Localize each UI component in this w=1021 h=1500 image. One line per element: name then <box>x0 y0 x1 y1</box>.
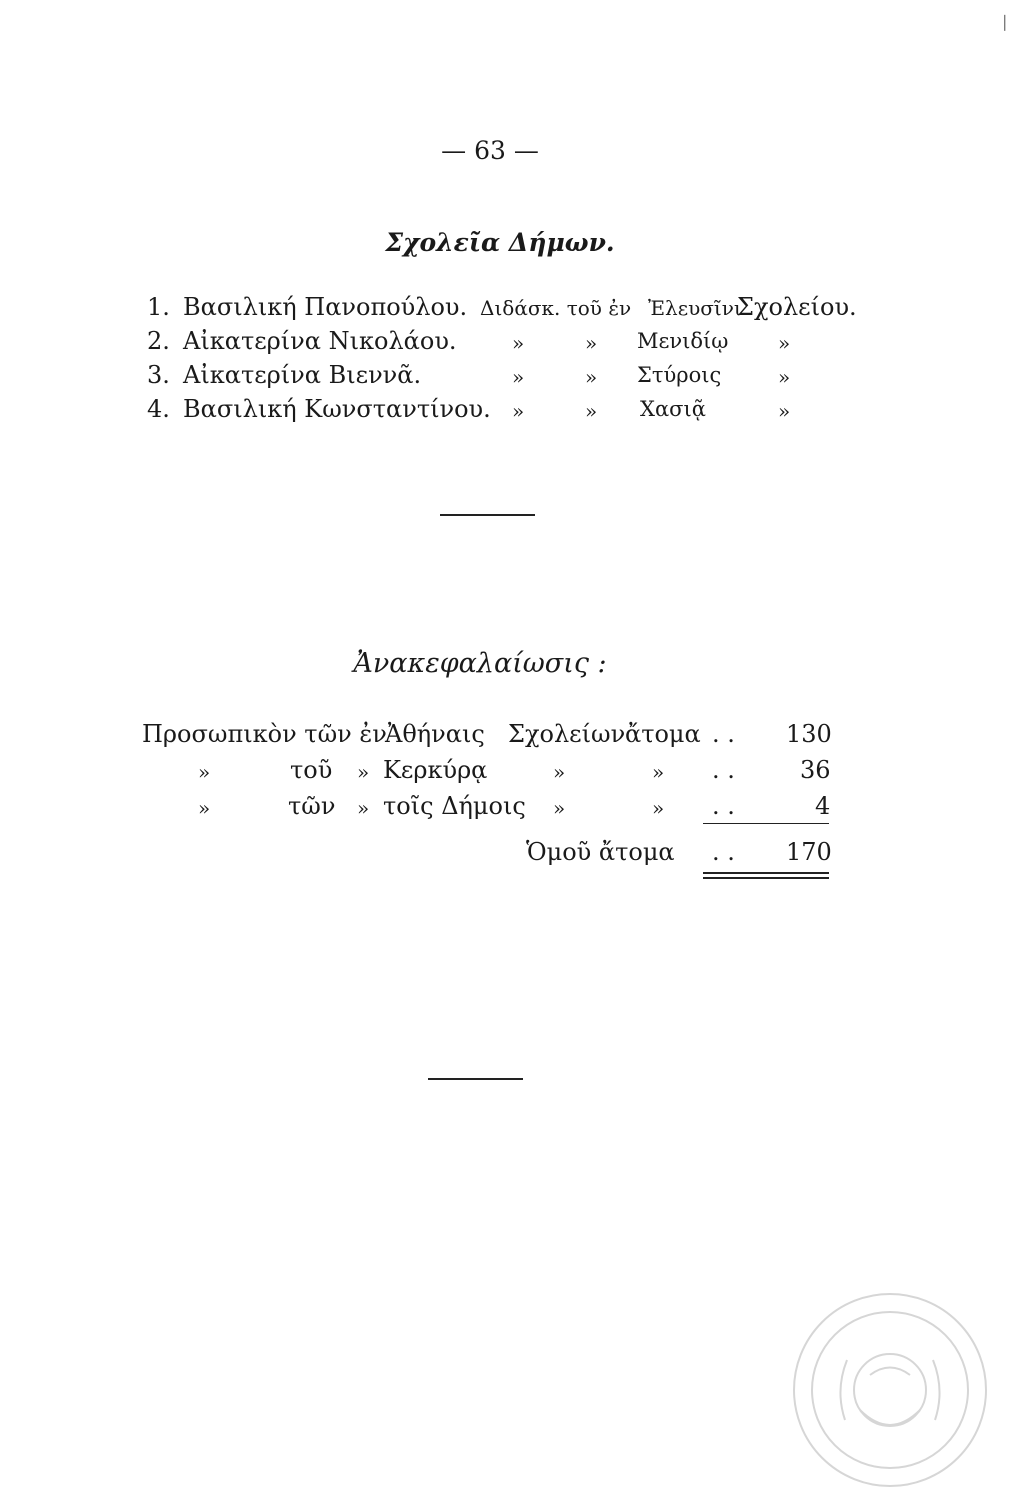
school-row-4-ditto-2: » <box>585 399 598 423</box>
total-value: 170 <box>786 838 832 866</box>
school-row-4-number: 4. <box>147 395 170 423</box>
summary-row-1-unit: ἄτομα <box>625 720 701 748</box>
school-row-4-place: Χασιᾷ <box>640 397 706 421</box>
page-number: — 63 — <box>441 136 539 165</box>
summary-row-1-place: Ἀθήναις <box>385 720 485 748</box>
summary-row-3-ditto-3: » <box>553 796 566 820</box>
school-row-3-ditto-2: » <box>585 365 598 389</box>
section-title: Σχολεῖα Δήμων. <box>385 228 615 257</box>
summary-row-1-dots: . . <box>712 720 735 748</box>
summary-row-2-value: 36 <box>800 756 831 784</box>
summary-row-1-label: Προσωπικὸν τῶν ἐν <box>142 720 387 748</box>
scan-mark: ❘ <box>998 12 1012 31</box>
summary-row-2-ditto-2: » <box>357 760 370 784</box>
total-double-rule-top <box>703 872 829 874</box>
school-row-1-name: Βασιλική Πανοπούλου. <box>183 293 468 321</box>
school-row-2-ditto-2: » <box>585 331 598 355</box>
summary-row-3-place: τοῖς Δήμοις <box>383 792 526 820</box>
summary-row-3-ditto-4: » <box>652 796 665 820</box>
school-row-1-role: Διδάσκ. τοῦ ἐν <box>480 296 632 320</box>
total-double-rule-bottom <box>703 877 829 879</box>
school-row-4-name: Βασιλική Κωνσταντίνου. <box>183 395 491 423</box>
summary-row-2-dots: . . <box>712 756 735 784</box>
school-row-2-ditto-1: » <box>512 331 525 355</box>
summary-row-2-ditto-4: » <box>652 760 665 784</box>
bottom-divider <box>428 1078 523 1080</box>
summary-row-3-ditto-1: » <box>198 796 211 820</box>
summary-row-2-ditto-1: » <box>198 760 211 784</box>
summary-row-2-ditto-3: » <box>553 760 566 784</box>
summary-row-3-dots: . . <box>712 792 735 820</box>
school-row-2-number: 2. <box>147 327 170 355</box>
university-seal-icon <box>775 1290 1005 1490</box>
total-dots: . . <box>712 838 735 866</box>
school-row-2-end: » <box>778 331 791 355</box>
summary-title: Ἀνακεφαλαίωσις : <box>353 648 607 679</box>
summary-row-3-ditto-2: » <box>357 796 370 820</box>
summary-row-3-value: 4 <box>815 792 831 820</box>
summary-row-1-value: 130 <box>786 720 832 748</box>
summary-row-2-place: Κερκύρᾳ <box>383 756 488 784</box>
summary-row-3-article: τῶν <box>288 792 336 820</box>
school-row-1-number: 1. <box>147 293 170 321</box>
summary-row-2-article: τοῦ <box>290 756 333 784</box>
school-row-3-name: Αἰκατερίνα Βιεννᾶ. <box>183 361 422 389</box>
summary-row-1-word: Σχολείων <box>508 720 626 748</box>
school-row-3-end: » <box>778 365 791 389</box>
school-row-3-place: Στύροις <box>637 363 722 387</box>
total-label: Ὁμοῦ ἄτομα <box>526 838 675 866</box>
school-row-3-number: 3. <box>147 361 170 389</box>
school-row-1-end: Σχολείου. <box>737 293 857 321</box>
total-rule <box>703 823 829 824</box>
school-row-2-name: Αἰκατερίνα Νικολάου. <box>183 327 457 355</box>
school-row-4-end: » <box>778 399 791 423</box>
school-row-3-ditto-1: » <box>512 365 525 389</box>
section-divider <box>440 514 535 516</box>
school-row-4-ditto-1: » <box>512 399 525 423</box>
school-row-2-place: Μενιδίῳ <box>637 329 729 353</box>
school-row-1-place: Ἐλευσῖνι <box>648 296 742 320</box>
